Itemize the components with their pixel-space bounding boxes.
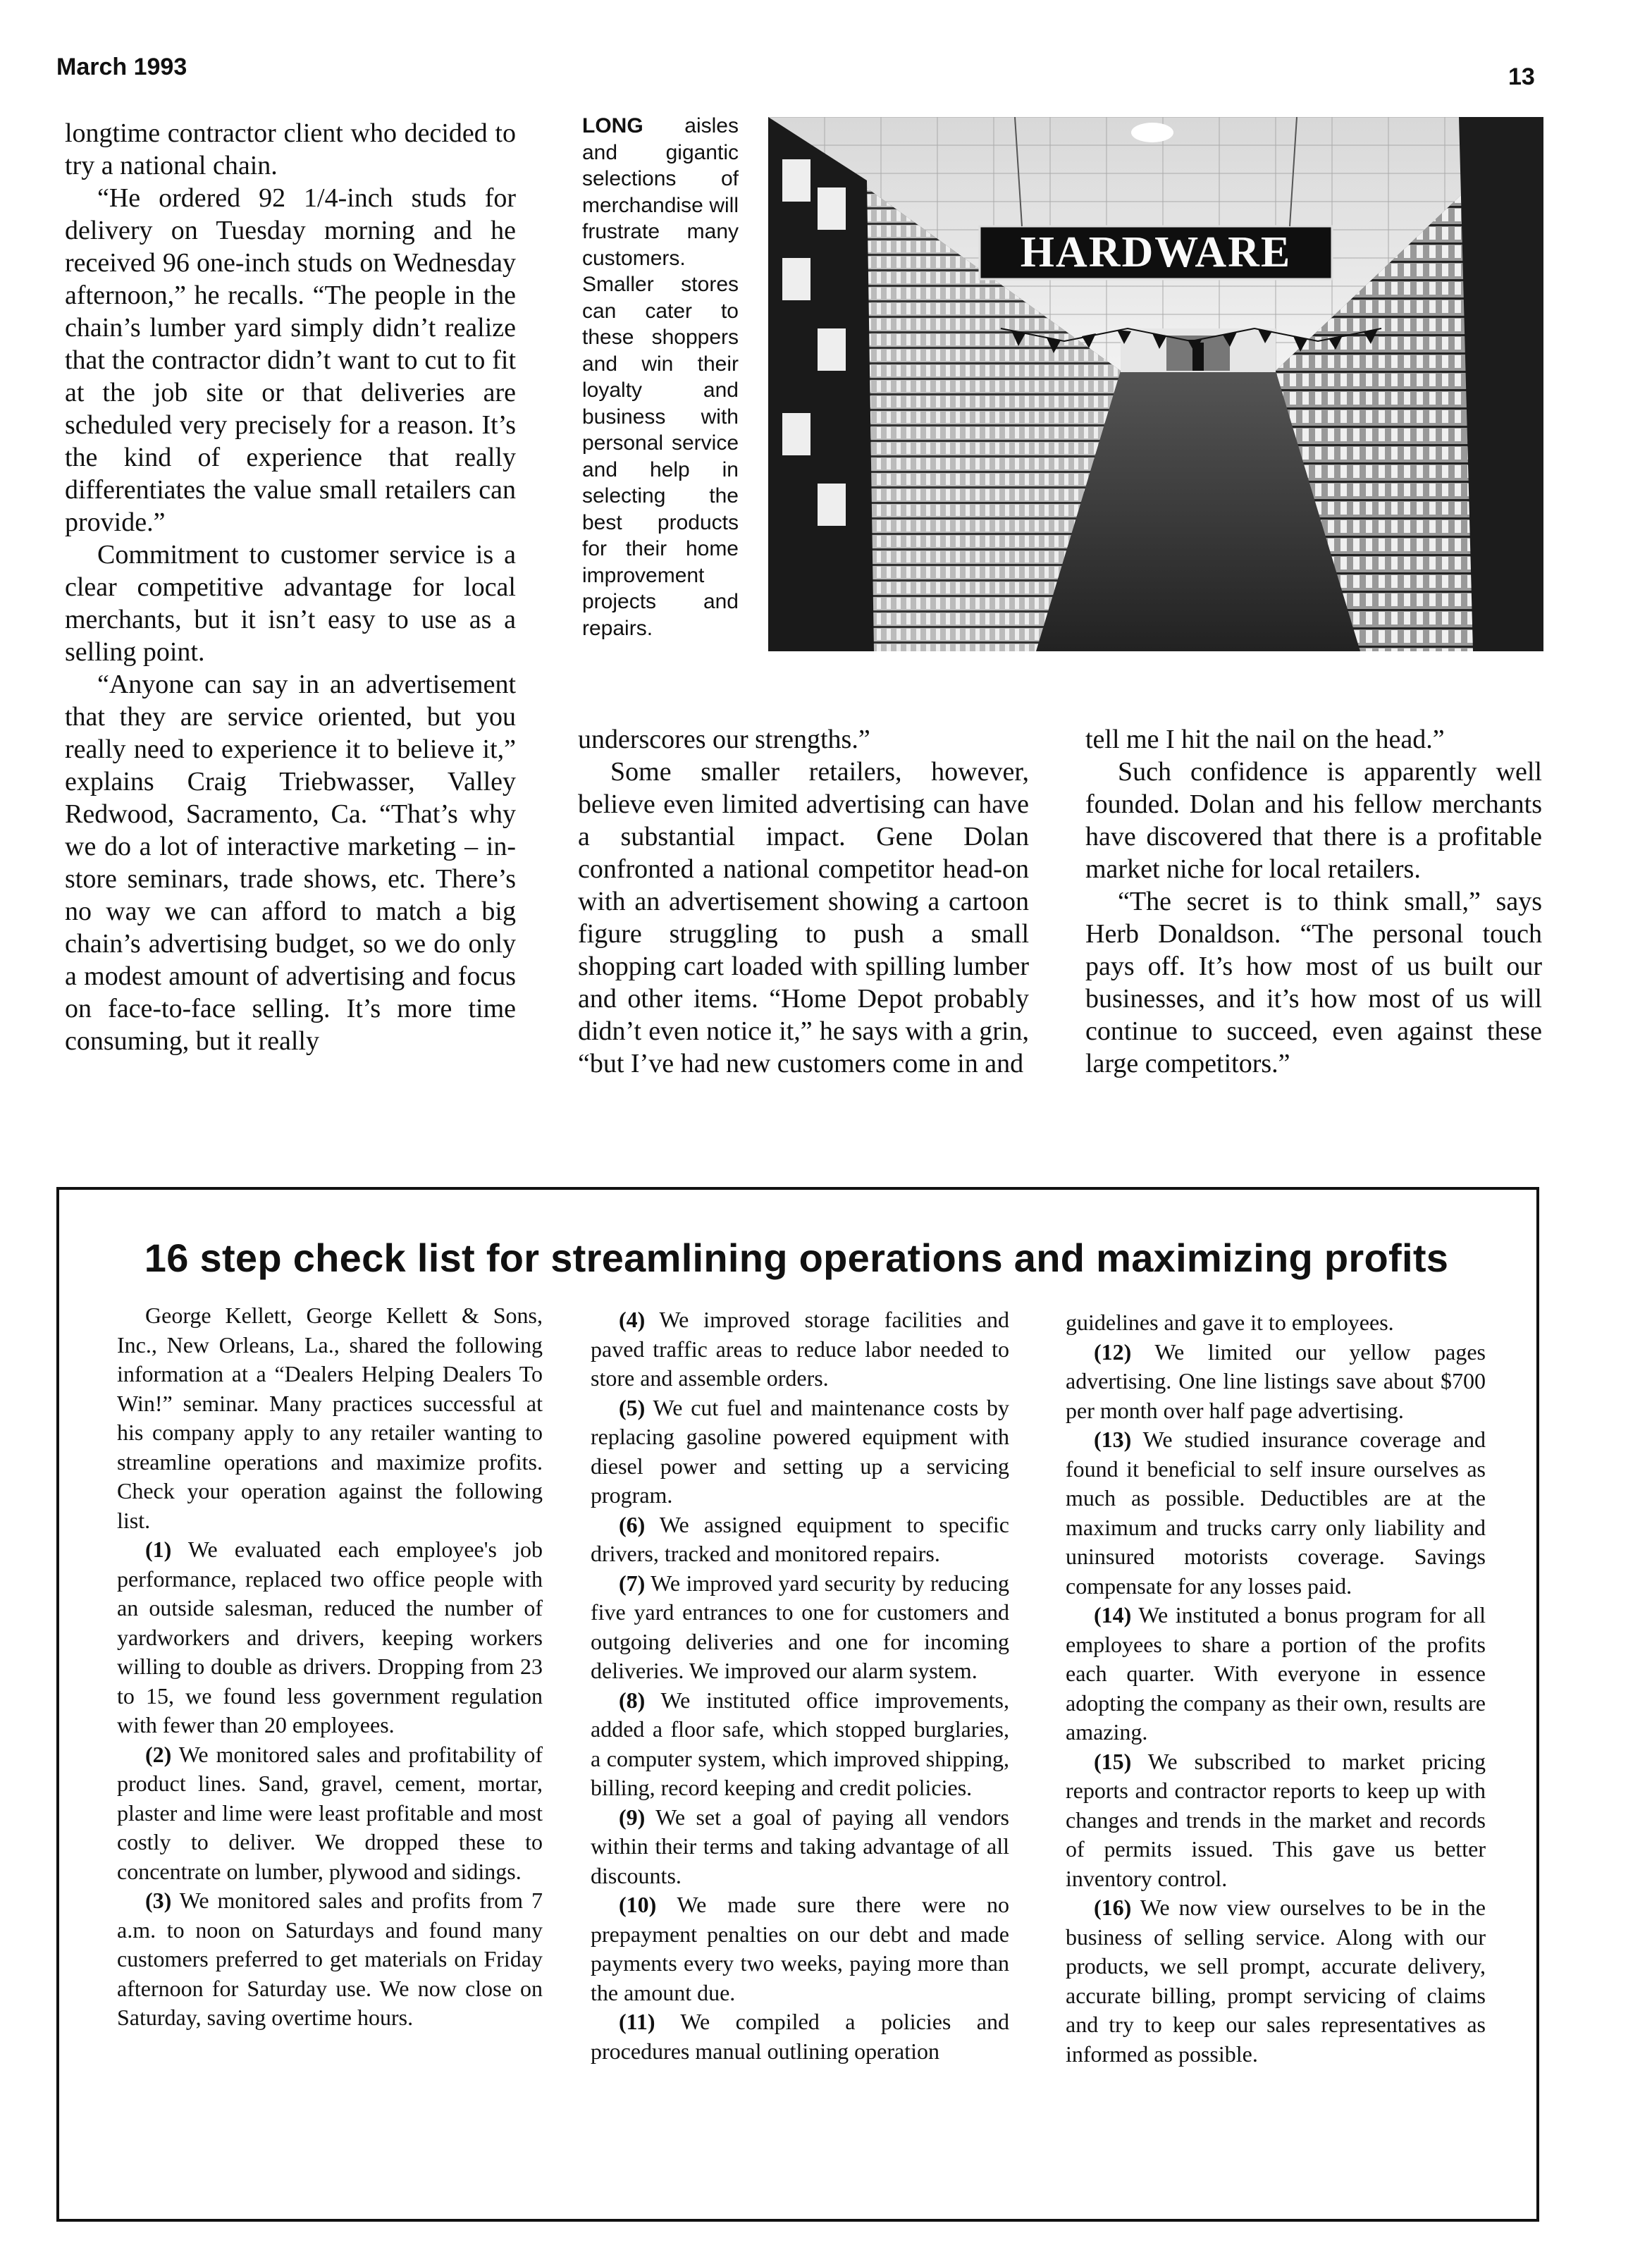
checklist-column-3 (1066, 1308, 1486, 2069)
issue-date: March 1993 (56, 54, 187, 80)
checklist-item: (13) We studied insurance coverage and found it beneficial to self insure ourselves as much as possible. Deductibles are at the maximum and trucks carry only liability and uninsured motorists coverage. Savings compensate for any losses paid. (1066, 1427, 1486, 1599)
caption-lead: LONG (582, 114, 643, 137)
checklist-item: (8) We instituted office improvements, added a floor safe, which stopped burglaries, a computer system, which improved shipping, billing, record keeping and credit policies. (591, 1687, 1009, 1800)
article-paragraph: Such confidence is apparently well founded. Dolan and his fellow merchants have discovered that there is a profitable market niche for local retailers. (1085, 757, 1542, 884)
checklist-item: (3) We monitored sales and profits from 7 a.m. to noon on Saturdays and found many customers preferred to get materials on Friday afternoon for Saturday use. We now close on Saturday, saving overtime hours. (117, 1888, 543, 2030)
checklist-column-1 (117, 1301, 543, 2033)
checklist-item: (10) We made sure there were no prepayment penalties on our debt and made payments every two weeks, paying more than the amount due. (591, 1892, 1009, 2005)
article-paragraph: tell me I hit the nail on the head.” (1085, 725, 1445, 754)
checklist-column-2 (591, 1305, 1009, 2066)
checklist-item-continued: guidelines and gave it to employees. (1066, 1310, 1394, 1335)
checklist-item: (9) We set a goal of paying all vendors within their terms and taking advantage of all discounts. (591, 1804, 1009, 1888)
checklist-item: (14) We instituted a bonus program for all employees to share a portion of the profits each quarter. With everyone in essence adopting the company as their own, results are amazing. (1066, 1602, 1486, 1745)
caption-text: aisles and gigantic selections of merchandise will frustrate many customers. Smaller stores can cater to these shoppers and win their loyalty and business with personal service and help in selecting the best products for their home improvement projects and repairs. (582, 114, 739, 640)
article-paragraph: Commitment to customer service is a clear competitive advantage for local merchants, but it isn’t easy to use as a selling point. (65, 540, 516, 667)
photo-sign: HARDWARE (1020, 228, 1292, 276)
article-paragraph: underscores our strengths.” (578, 725, 870, 754)
page-number: 13 (1508, 63, 1535, 90)
checklist-item: (5) We cut fuel and maintenance costs by replacing gasoline powered equipment with diesel power and setting up a servicing program. (591, 1394, 1009, 1508)
article-column-3 (1085, 723, 1542, 1080)
checklist-intro: George Kellett, George Kellett & Sons, Inc., New Orleans, La., shared the following information at a “Dealers Helping Dealers To Win!” seminar. Many practices successful at his company apply to any retailer wanting to streamline operations and maximize profits. Check your operation against the following list. (117, 1303, 543, 1533)
article-paragraph: “The secret is to think small,” says Herb Donaldson. “The personal touch pays off. It’s how most of us built our businesses, and it’s how most of us will continue to succeed, even against these large competitors.” (1085, 887, 1542, 1078)
checklist-title: 16 step check list for streamlining operations and maximizing profits (144, 1236, 1449, 1280)
article-column-2 (578, 723, 1029, 1080)
checklist-item: (2) We monitored sales and profitability of product lines. Sand, gravel, cement, mortar, plaster and lime were least profitable and most costly to deliver. We dropped these to concentrate on lumber, plywood and sidings. (117, 1741, 543, 1884)
checklist-item: (1) We evaluated each employee's job performance, replaced two office people with an outside salesman, reduced the number of yardworkers and drivers, keeping workers willing to double as drivers. Dropping from 23 to 15, we found less government regulation with fewer than 20 employees. (117, 1537, 543, 1737)
article-paragraph: Some smaller retailers, however, believe even limited advertising can have a substantial impact. Gene Dolan confronted a national competitor head-on with an advertisement showing a cartoon figure struggling to push a small shopping cart loaded with spilling lumber and other items. “Home Depot probably didn’t even notice it,” he says with a grin, “but I’ve had new customers come in and (578, 757, 1029, 1078)
checklist-item: (11) We compiled a policies and procedures manual outlining operation (591, 2009, 1009, 2064)
photo-caption (582, 113, 739, 641)
checklist-item: (7) We improved yard security by reducing five yard entrances to one for customers and outgoing deliveries and one for incoming deliveries. We improved our alarm system. (591, 1570, 1009, 1683)
article-paragraph: “Anyone can say in an advertisement that they are service oriented, but you really need to experience it to believe it,” explains Craig Triebwasser, Valley Redwood, Sacramento, Ca. “That’s why we do a lot of interactive marketing – in-store seminars, trade shows, etc. There’s no way we can afford to match a big chain’s advertising budget, so we do only a modest amount of advertising and focus on face-to-face selling. It’s more time consuming, but it really (65, 670, 516, 1056)
article-column-1 (65, 117, 516, 1057)
article-paragraph: “He ordered 92 1/4-inch studs for delivery on Tuesday morning and he received 96 one-inch studs on Wednesday afternoon,” he recalls. “The people in the chain’s lumber yard simply didn’t realize that the contractor didn’t want to cut to fit at the job site or that deliveries are scheduled very precisely for a reason. It’s the kind of experience that really differentiates the value small retailers can provide.” (65, 183, 516, 537)
article-paragraph: longtime contractor client who decided to try a national chain. (65, 118, 516, 180)
checklist-item: (6) We assigned equipment to specific drivers, tracked and monitored repairs. (591, 1511, 1009, 1566)
checklist-item: (12) We limited our yellow pages advertising. One line listings save about $700 per month over half page advertising. (1066, 1339, 1486, 1423)
checklist-item: (4) We improved storage facilities and paved traffic areas to reduce labor needed to store and assemble orders. (591, 1307, 1009, 1391)
checklist-item: (15) We subscribed to market pricing reports and contractor reports to keep up with changes and trends in the market and records of permits issued. This gave us better inventory control. (1066, 1748, 1486, 1891)
checklist-item: (16) We now view ourselves to be in the business of selling service. Along with our products, we sell prompt, accurate delivery, accurate billing, prompt servicing of claims and try to keep our sales representatives as informed as possible. (1066, 1895, 1486, 2067)
hardware-aisle-photo (768, 117, 1543, 651)
